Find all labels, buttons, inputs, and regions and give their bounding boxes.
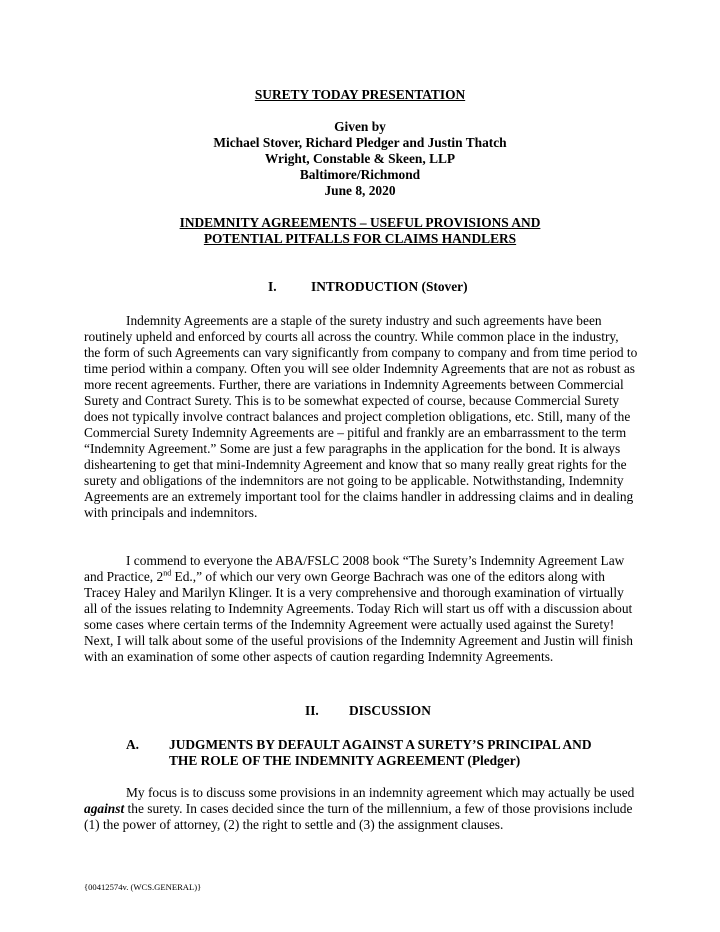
subtitle-line-2: POTENTIAL PITFALLS FOR CLAIMS HANDLERS	[203, 231, 517, 246]
location: Baltimore/Richmond	[299, 167, 421, 182]
subsection-a-letter: A.	[126, 737, 140, 752]
subsection-a-paragraph-end: the surety. In cases decided since the turn of the millennium, a few of those provisions include (1) the power of attorney, (2) the right to settle and (3) the assignment clauses.	[84, 801, 633, 832]
section-2-number: II.	[305, 703, 319, 718]
intro-paragraph-2	[84, 553, 638, 665]
given-by-label: Given by	[334, 119, 386, 134]
intro-paragraph-2-end: Ed.,” of which our very own George Bachrach was one of the editors along with Tracey Haley and Marilyn Klinger. It is a very comprehensive and thorough examination of virtually all of the issues relating to Indemnity Agreements. Today Rich will start us off with a discussion about some cases where certain terms of the Indemnity Agreement were actually used against the Surety! Next, I will talk about some of the useful provisions of the Indemnity Agreement and Justin will finish with an examination of some other aspects of caution regarding Indemnity Agreements.	[84, 569, 633, 664]
emphasis-against: against	[84, 801, 125, 816]
section-1-number: I.	[268, 279, 277, 294]
subsection-a-heading-line-1: JUDGMENTS BY DEFAULT AGAINST A SURETY’S PRINCIPAL AND	[169, 737, 592, 752]
document-footer: {00412574v. (WCS.GENERAL)}	[84, 882, 202, 892]
document-title: SURETY TODAY PRESENTATION	[254, 87, 466, 102]
section-2-heading: DISCUSSION	[349, 703, 431, 718]
subsection-a-paragraph-start: My focus is to discuss some provisions in an indemnity agreement which may actually be used	[126, 785, 635, 800]
subtitle-line-1: INDEMNITY AGREEMENTS – USEFUL PROVISIONS AND	[179, 215, 541, 230]
section-1-heading: INTRODUCTION (Stover)	[311, 279, 468, 294]
presenters: Michael Stover, Richard Pledger and Justin Thatch	[213, 135, 507, 150]
intro-paragraph-2-start: I commend to everyone the ABA/FSLC 2008 book “The Surety’s Indemnity Agreement Law and Practice, 2	[84, 553, 625, 584]
firm-name: Wright, Constable & Skeen, LLP	[264, 151, 456, 166]
ordinal-superscript: nd	[163, 568, 172, 578]
subsection-a-heading-line-2: THE ROLE OF THE INDEMNITY AGREEMENT (Pledger)	[169, 753, 521, 768]
intro-paragraph-1: Indemnity Agreements are a staple of the surety industry and such agreements have been routinely upheld and enforced by courts all across the country. While common place in the industry, the form of such Agreements can vary significantly from company to company and from time period to time period within a company. Often you will see older Indemnity Agreements that are not as robust as more recent agreements. Further, there are variations in Indemnity Agreements between Commercial Surety and Contract Surety. This is to be somewhat expected of course, because Commercial Surety does not typically involve contract balances and project completion obligations, etc. Still, many of the Commercial Surety Indemnity Agreements are – pitiful and frankly are an embarrassment to the term “Indemnity Agreement.” Some are just a few paragraphs in the application for the bond. It is always disheartening to get that mini-Indemnity Agreement and know that so many really great rights for the surety and obligations of the indemnitors are not going to be applicable. Notwithstanding, Indemnity Agreements are an extremely important tool for the claims handler in addressing claims and in dealing with principals and indemnitors.	[84, 313, 638, 520]
presentation-date: June 8, 2020	[324, 183, 396, 198]
subsection-a-paragraph	[84, 785, 638, 833]
